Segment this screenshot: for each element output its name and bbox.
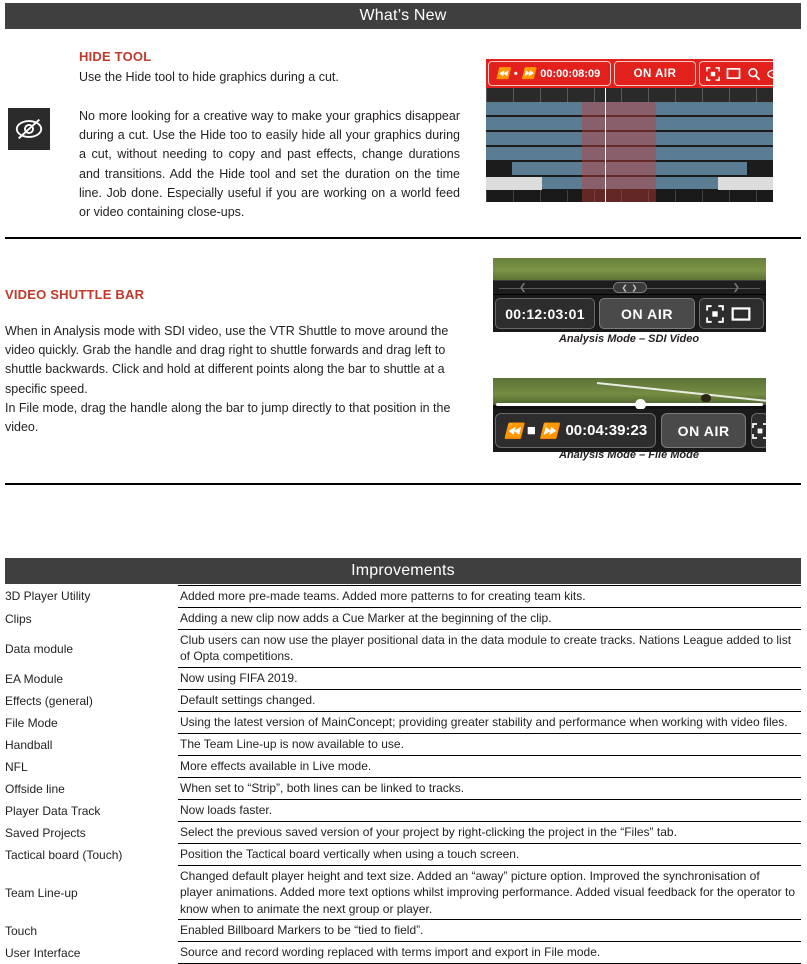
timeline-playhead[interactable] (605, 88, 606, 202)
video-frame-grass (493, 378, 766, 405)
tool-buttons-group[interactable] (699, 61, 773, 86)
improvement-description: The Team Line-up is now available to use. (178, 734, 801, 756)
table-row (0, 585, 807, 608)
timeline-clip-gap (747, 162, 773, 176)
improvement-label: Handball (0, 734, 178, 756)
improvement-label: File Mode (0, 712, 178, 734)
rectangle-icon[interactable] (726, 67, 741, 80)
improvement-label: Player Data Track (0, 800, 178, 822)
shuttle-arrow-left-icon: ❮ (519, 282, 527, 293)
table-row (0, 822, 807, 844)
table-row (0, 756, 807, 778)
improvement-label: Effects (general) (0, 690, 178, 712)
improvement-description: Select the previous saved version of your project by right-clicking the project in the “Files” tab. (178, 822, 801, 844)
transport-controls[interactable] (496, 67, 535, 80)
timecode-button[interactable]: 00:12:03:01 (495, 298, 595, 329)
fit-to-screen-icon[interactable] (706, 305, 724, 323)
improvement-description: Default settings changed. (178, 690, 801, 712)
improvement-label: User Interface (0, 942, 178, 964)
video-shuttle-heading: VIDEO SHUTTLE BAR (5, 287, 144, 302)
skip-previous-icon[interactable]: ⏪ (496, 67, 510, 80)
improvement-label: Tactical board (Touch) (0, 844, 178, 866)
chevron-right-icon: ❯ (632, 284, 638, 292)
improvement-label: Clips (0, 608, 178, 630)
magnifier-icon[interactable] (747, 67, 761, 81)
hide-tool-body: No more looking for a creative way to make your graphics disappear during a cut. Use the Hide too to easily hide all your graphics during a cut, without needing to copy and past effects, change durations and transitions. Add the Hide tool and set the duration on the time line. Job done. Especially useful if you are working on a world feed or video containing close-ups. (79, 107, 460, 222)
improvement-label: Saved Projects (0, 822, 178, 844)
table-row (0, 608, 807, 630)
file-mode-screenshot (493, 378, 766, 452)
section-banner-improvements (5, 558, 801, 584)
record-dot-icon[interactable]: ■ (527, 422, 536, 439)
improvement-description: Now using FIFA 2019. (178, 668, 801, 690)
timeline-ruler[interactable] (486, 88, 773, 102)
player-silhouette (701, 394, 711, 402)
table-row (0, 942, 807, 964)
table-row (0, 778, 807, 800)
on-air-button[interactable]: ON AIR (614, 61, 696, 86)
skip-next-icon[interactable]: ⏩ (522, 67, 536, 80)
tool-buttons-group[interactable] (699, 298, 764, 329)
improvement-description: Added more pre-made teams. Added more patterns to for creating team kits. (178, 585, 801, 608)
improvements-table (0, 585, 807, 964)
rectangle-icon[interactable] (731, 306, 751, 322)
file-progress-bar[interactable] (496, 403, 763, 406)
record-dot-icon[interactable]: • (514, 68, 518, 80)
pitch-line (597, 382, 766, 404)
improvement-description: Source and record wording replaced with terms import and export in File mode. (178, 942, 801, 964)
on-air-button[interactable]: ON AIR (599, 298, 695, 329)
table-row (0, 630, 807, 668)
improvement-description: When set to “Strip”, both lines can be linked to tracks. (178, 778, 801, 800)
eye-icon[interactable] (767, 68, 773, 80)
improvement-label: Touch (0, 920, 178, 942)
skip-previous-icon[interactable]: ⏪ (504, 422, 523, 440)
shuttle-arrow-right-icon: ❯ (732, 282, 740, 293)
section-divider (5, 237, 801, 239)
improvement-description: Now loads faster. (178, 800, 801, 822)
fit-to-screen-icon[interactable] (706, 67, 720, 81)
section-divider (5, 483, 801, 485)
table-row (0, 712, 807, 734)
improvement-description: More effects available in Live mode. (178, 756, 801, 778)
improvement-label: Team Line-up (0, 866, 178, 921)
improvement-description: Changed default player height and text size. Added an “away” picture option. Improved the synchronisation of player animations. Added more text options whilst improving performance. Added visual feedback for the operator to know when to animate the next group or player. (178, 866, 801, 921)
table-row (0, 734, 807, 756)
shuttle-handle[interactable] (613, 282, 647, 293)
tool-buttons-group[interactable] (751, 413, 766, 448)
hide-tool-heading: HIDE TOOL (79, 49, 151, 64)
chevron-left-icon: ❮ (622, 284, 628, 292)
hide-effect-region[interactable] (582, 102, 656, 202)
video-shuttle-paragraph-2: In File mode, drag the handle along the bar to jump directly to that position in the video. (5, 399, 463, 437)
fit-to-screen-icon[interactable] (752, 422, 766, 440)
table-row (0, 668, 807, 690)
timecode-button[interactable] (495, 413, 656, 448)
improvement-description: Using the latest version of MainConcept; providing greater stability and performance when working with video files. (178, 712, 801, 734)
file-screenshot-caption: Analysis Mode – File Mode (489, 449, 769, 461)
improvement-label: 3D Player Utility (0, 585, 178, 608)
section-banner-whats-new (5, 3, 801, 29)
file-button-row (493, 409, 766, 452)
improvement-label: Data module (0, 630, 178, 668)
hide-eye-slash-icon (8, 108, 50, 150)
improvement-description: Enabled Billboard Markers to be “tied to field”. (178, 920, 801, 942)
table-row (0, 920, 807, 942)
timecode-value: 00:04:39:23 (565, 422, 647, 439)
on-air-button[interactable]: ON AIR (661, 413, 746, 448)
table-row (0, 866, 807, 921)
timecode-pill[interactable] (488, 61, 611, 86)
sdi-video-screenshot (493, 258, 766, 332)
table-row (0, 800, 807, 822)
improvement-label: Offside line (0, 778, 178, 800)
sdi-button-row (493, 295, 766, 332)
transport-controls[interactable] (504, 422, 558, 440)
vtr-shuttle-bar[interactable] (493, 280, 766, 295)
table-row (0, 844, 807, 866)
video-shuttle-paragraph-1: When in Analysis mode with SDI video, use the VTR Shuttle to move around the video quickly. Grab the handle and drag right to shuttle forwards and drag left to shuttle backwards. Click and hold at different points along the bar to shuttle at a specific speed. (5, 322, 463, 399)
improvement-description: Club users can now use the player positional data in the data module to create tracks. Nations League added to list of Opta competitions. (178, 630, 801, 668)
video-frame-grass (493, 258, 766, 280)
skip-next-icon[interactable]: ⏩ (540, 422, 559, 440)
section-banner-improvements-label: Improvements (351, 562, 455, 580)
timeline-clip-gap (486, 162, 512, 176)
video-shuttle-body (5, 322, 463, 437)
improvement-label: NFL (0, 756, 178, 778)
hide-tool-screenshot (486, 59, 773, 202)
sdi-screenshot-caption: Analysis Mode – SDI Video (489, 333, 769, 345)
section-banner-whats-new-label: What’s New (359, 7, 446, 25)
improvement-description: Adding a new clip now adds a Cue Marker at the beginning of the clip. (178, 608, 801, 630)
timecode-value: 00:00:08:09 (540, 68, 600, 80)
hide-screenshot-toolbar (486, 59, 773, 88)
timeline-panel[interactable] (486, 88, 773, 202)
improvement-description: Position the Tactical board vertically when using a touch screen. (178, 844, 801, 866)
table-row (0, 690, 807, 712)
improvement-label: EA Module (0, 668, 178, 690)
hide-tool-subtitle: Use the Hide tool to hide graphics during a cut. (79, 69, 459, 86)
